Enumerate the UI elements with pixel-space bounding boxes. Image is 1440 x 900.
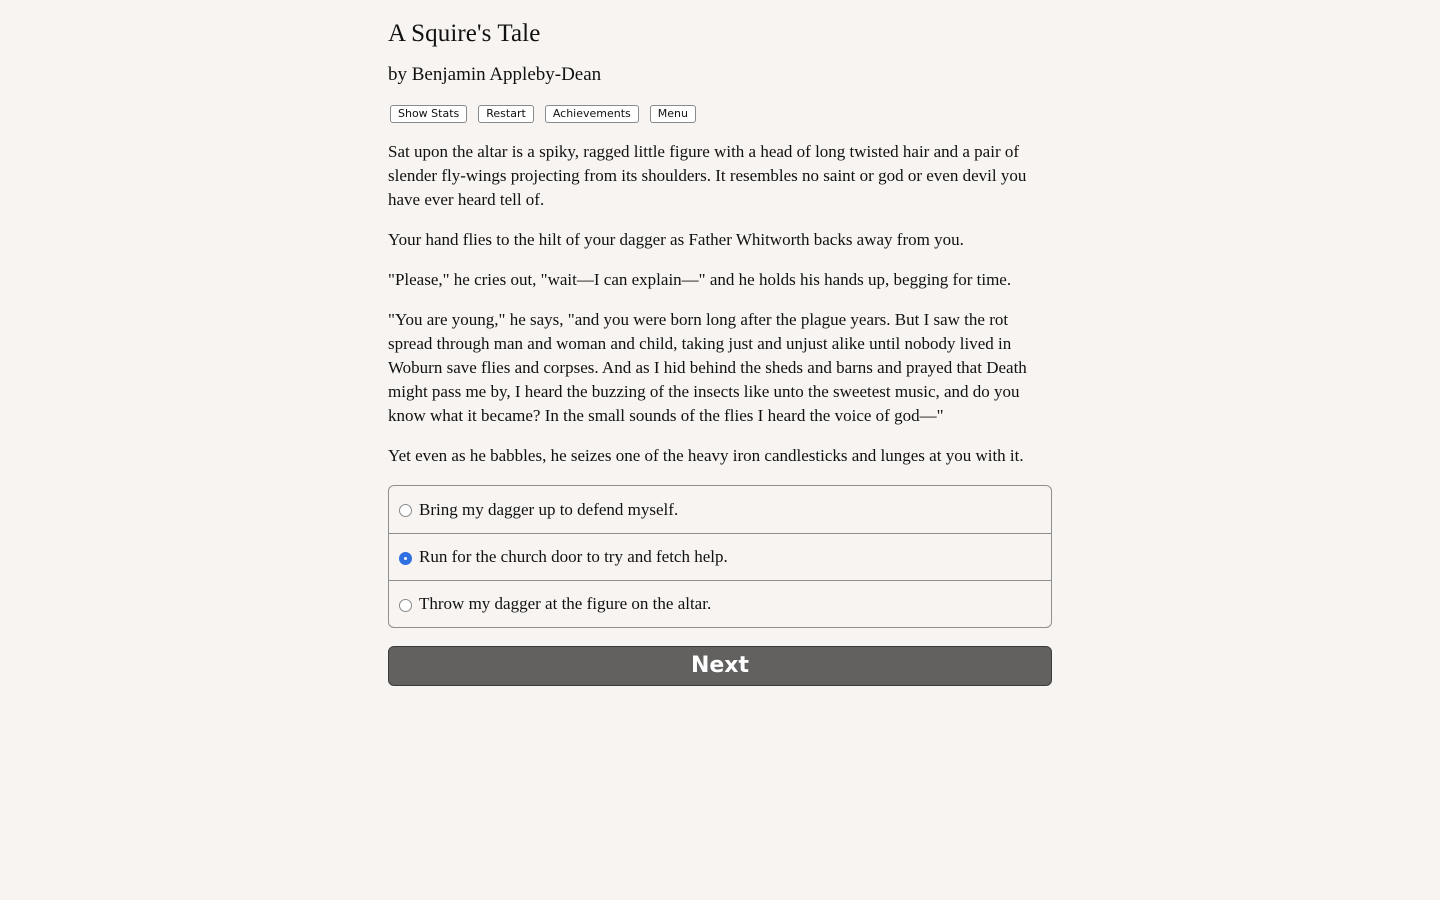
radio-button[interactable] [399,599,412,612]
story-text [388,140,1052,484]
choice-label: Run for the church door to try and fetch help. [419,547,728,566]
radio-button[interactable] [399,504,412,517]
game-title: A Squire's Tale [388,20,541,47]
story-paragraph: Your hand flies to the hilt of your dagger as Father Whitworth backs away from you. [388,230,964,249]
choice-option[interactable] [389,486,1051,533]
choice-option[interactable] [389,580,1051,627]
toolbar [390,105,696,123]
restart-button[interactable]: Restart [478,105,534,123]
show-stats-button[interactable]: Show Stats [390,105,467,123]
next-button[interactable]: Next [388,646,1052,686]
choice-option[interactable] [389,533,1051,580]
choice-list [388,485,1052,628]
choice-label: Bring my dagger up to defend myself. [419,499,679,519]
radio-button[interactable] [399,552,412,565]
game-author: by Benjamin Appleby-Dean [388,64,602,85]
story-paragraph: Sat upon the altar is a spiky, ragged little figure with a head of long twisted hair and a pair of slender fly-wings projecting from its shoulders. It resembles no saint or god or even devil you have ever heard tell of. [388,142,1027,209]
story-paragraph: Yet even as he babbles, he seizes one of the heavy iron candlesticks and lunges at you with it. [388,446,1024,465]
menu-button[interactable]: Menu [650,105,696,123]
achievements-button[interactable]: Achievements [545,105,639,123]
choice-label: Throw my dagger at the figure on the altar. [419,594,712,613]
story-paragraph: "Please," he cries out, "wait—I can explain—" and he holds his hands up, begging for time. [388,270,1012,289]
story-paragraph: "You are young," he says, "and you were born long after the plague years. But I saw the rot spread through man and woman and child, taking just and unjust alike until nobody lived in Woburn save flies and corpses. And as I hid behind the sheds and barns and prayed that Death might pass me by, I heard the buzzing of the insects like unto the sweetest music, and do you know what it became? In the small sounds of the flies I heard the voice of god—" [388,310,1027,425]
